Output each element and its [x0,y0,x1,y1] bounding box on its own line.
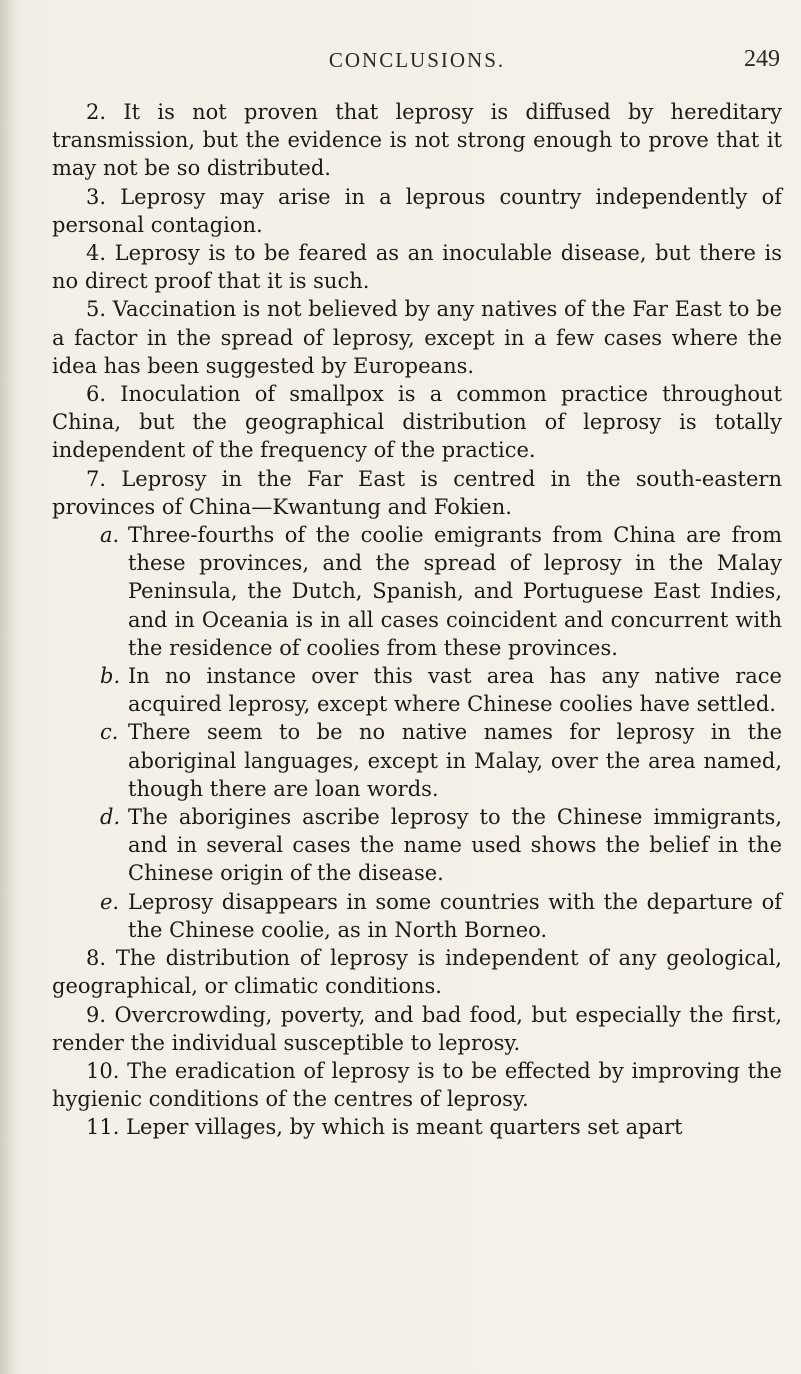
item-number: 8. [86,946,107,971]
sub-text: In no instance over this vast area has any native race acquired leprosy, except where Chinese coolies have settled. [128,664,782,717]
subparagraph-e [52,888,782,944]
paragraph-4 [52,239,782,295]
paragraph-11 [52,1113,782,1141]
item-text: The eradication of leprosy is to be effected by improving the hygienic conditions of the centres of leprosy. [52,1058,782,1112]
item-number: 2. [86,100,107,124]
item-text: Leprosy may arise in a leprous country independently of personal contagion. [52,184,783,237]
item-number: 5. [86,297,107,322]
item-number: 3. [86,184,107,209]
sub-label: e. [100,889,120,914]
item-text: Leprosy in the Far East is centred in the south-eastern provinces of China—Kwantung and Fokien. [52,466,782,519]
sub-label: a. [100,523,120,548]
item-text: It is not proven that leprosy is diffused by hereditary transmission, but the evidence is not strong enough to prove that it may not be so distributed. [52,100,782,181]
subparagraph-a [52,521,782,662]
item-text: The distribution of leprosy is independent of any geological, geographical, or climatic conditions. [52,946,782,999]
paragraph-10 [52,1057,782,1113]
item-text: Leper villages, by which is meant quarters set apart [126,1115,683,1140]
running-head: CONCLUSIONS. [328,48,506,72]
sub-label: b. [100,664,121,689]
paragraph-2 [52,98,782,183]
item-text: Leprosy is to be feared as an inoculable disease, but there is no direct proof that it is such. [52,241,782,294]
page-header [52,38,782,78]
subparagraph-d [52,803,782,888]
item-number: 7. [86,466,107,491]
sub-label: d. [100,805,121,830]
item-text: Overcrowding, poverty, and bad food, but especially the first, render the individual susceptible to leprosy. [52,1002,782,1055]
sub-label: c. [100,720,119,745]
item-number: 6. [86,382,107,407]
paragraph-5 [52,295,782,380]
sub-text: There seem to be no native names for leprosy in the aboriginal languages, except in Malay, over the area named, though there are loan words. [128,720,782,801]
item-number: 9. [86,1002,107,1027]
page-body [52,98,782,1142]
sub-text: The aborigines ascribe leprosy to the Chinese immigrants, and in several cases the name used shows the belief in the Chinese origin of the disease. [128,805,782,886]
sub-text: Leprosy disappears in some countries with the departure of the Chinese coolie, as in North Borneo. [128,889,782,942]
page-number: 249 [744,46,780,72]
paragraph-6 [52,380,782,465]
paragraph-7 [52,465,782,521]
sub-text: Three-fourths of the coolie emigrants from China are from these provinces, and the spread of leprosy in the Malay Peninsula, the Dutch, Spanish, and Portuguese East Indies, and in Oceania is in all cases coincident and concurrent with the residence of coolies from these provinces. [128,523,782,660]
item-number: 4. [86,241,107,266]
item-text: Inoculation of smallpox is a common practice throughout China, but the geographical distribution of leprosy is totally independent of the frequency of the practice. [52,382,782,463]
item-number: 10. [86,1058,120,1083]
paragraph-3 [52,183,782,239]
item-text: Vaccination is not believed by any natives of the Far East to be a factor in the spread of leprosy, except in a few cases where the idea has been suggested by Europeans. [52,297,782,378]
item-number: 11. [86,1115,120,1140]
paragraph-9 [52,1001,782,1057]
gutter-shadow [0,0,16,1374]
subparagraph-c [52,718,782,803]
subparagraph-b [52,662,782,718]
paragraph-8 [52,944,782,1000]
